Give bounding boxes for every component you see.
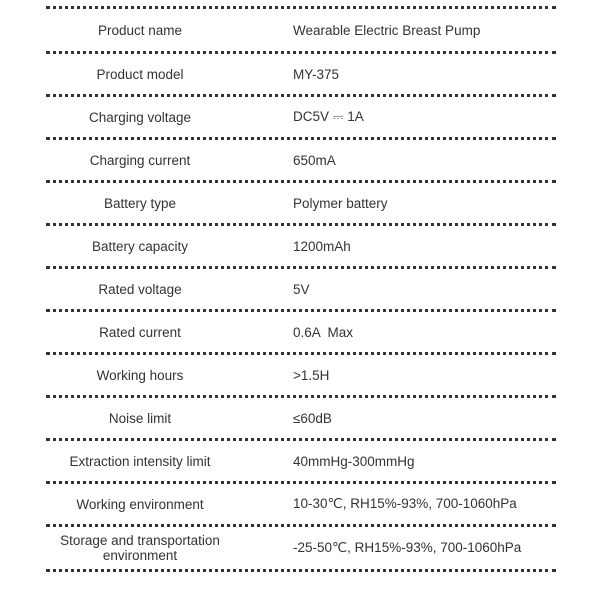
- spec-value: 40mmHg-300mmHg: [293, 453, 415, 469]
- spec-row-battery-type: [46, 183, 556, 223]
- spec-label: Charging current: [89, 152, 191, 168]
- spec-label: Storage and transportation environment: [60, 533, 220, 563]
- spec-label: Battery type: [103, 195, 177, 211]
- spec-value: ≤60dB: [293, 410, 332, 426]
- spec-value: Wearable Electric Breast Pump: [293, 22, 481, 38]
- spec-label: Charging voltage: [88, 109, 192, 125]
- spec-row-rated-voltage: [46, 269, 556, 309]
- spec-row-working-hours: [46, 355, 556, 395]
- spec-value: DC5V ⎓ 1A: [293, 109, 364, 124]
- spec-value: 1200mAh: [293, 238, 351, 254]
- spec-value: Polymer battery: [293, 195, 388, 211]
- spec-label: Product name: [97, 22, 183, 38]
- spec-row-product-model: [46, 54, 556, 94]
- spec-row-rated-current: [46, 312, 556, 352]
- spec-row-noise-limit: [46, 398, 556, 438]
- spec-label: Working environment: [76, 496, 204, 512]
- spec-row-storage-environment: [46, 527, 556, 569]
- spec-row-extraction-intensity-limit: [46, 441, 556, 481]
- dotted-divider: [46, 569, 556, 572]
- spec-label: Rated voltage: [98, 281, 182, 297]
- spec-value: 650mA: [293, 152, 336, 168]
- spec-row-working-environment: [46, 484, 556, 524]
- spec-value: 5V: [293, 281, 310, 297]
- spec-label: Rated current: [99, 324, 181, 340]
- spec-table: [46, 0, 556, 572]
- spec-label: Noise limit: [108, 410, 172, 426]
- spec-label: Battery capacity: [91, 238, 189, 254]
- spec-label: Working hours: [96, 367, 184, 383]
- spec-value: -25-50℃, RH15%-93%, 700-1060hPa: [293, 540, 522, 555]
- spec-row-battery-capacity: [46, 226, 556, 266]
- spec-label: Extraction intensity limit: [69, 453, 211, 469]
- spec-row-charging-voltage: [46, 97, 556, 137]
- spec-label: Product model: [96, 66, 184, 82]
- spec-value: 10-30℃, RH15%-93%, 700-1060hPa: [293, 496, 517, 511]
- spec-row-charging-current: [46, 140, 556, 180]
- spec-value: 0.6A Max: [293, 324, 354, 340]
- spec-value: >1.5H: [293, 367, 330, 383]
- spec-row-product-name: [46, 9, 556, 51]
- spec-value: MY-375: [293, 66, 340, 82]
